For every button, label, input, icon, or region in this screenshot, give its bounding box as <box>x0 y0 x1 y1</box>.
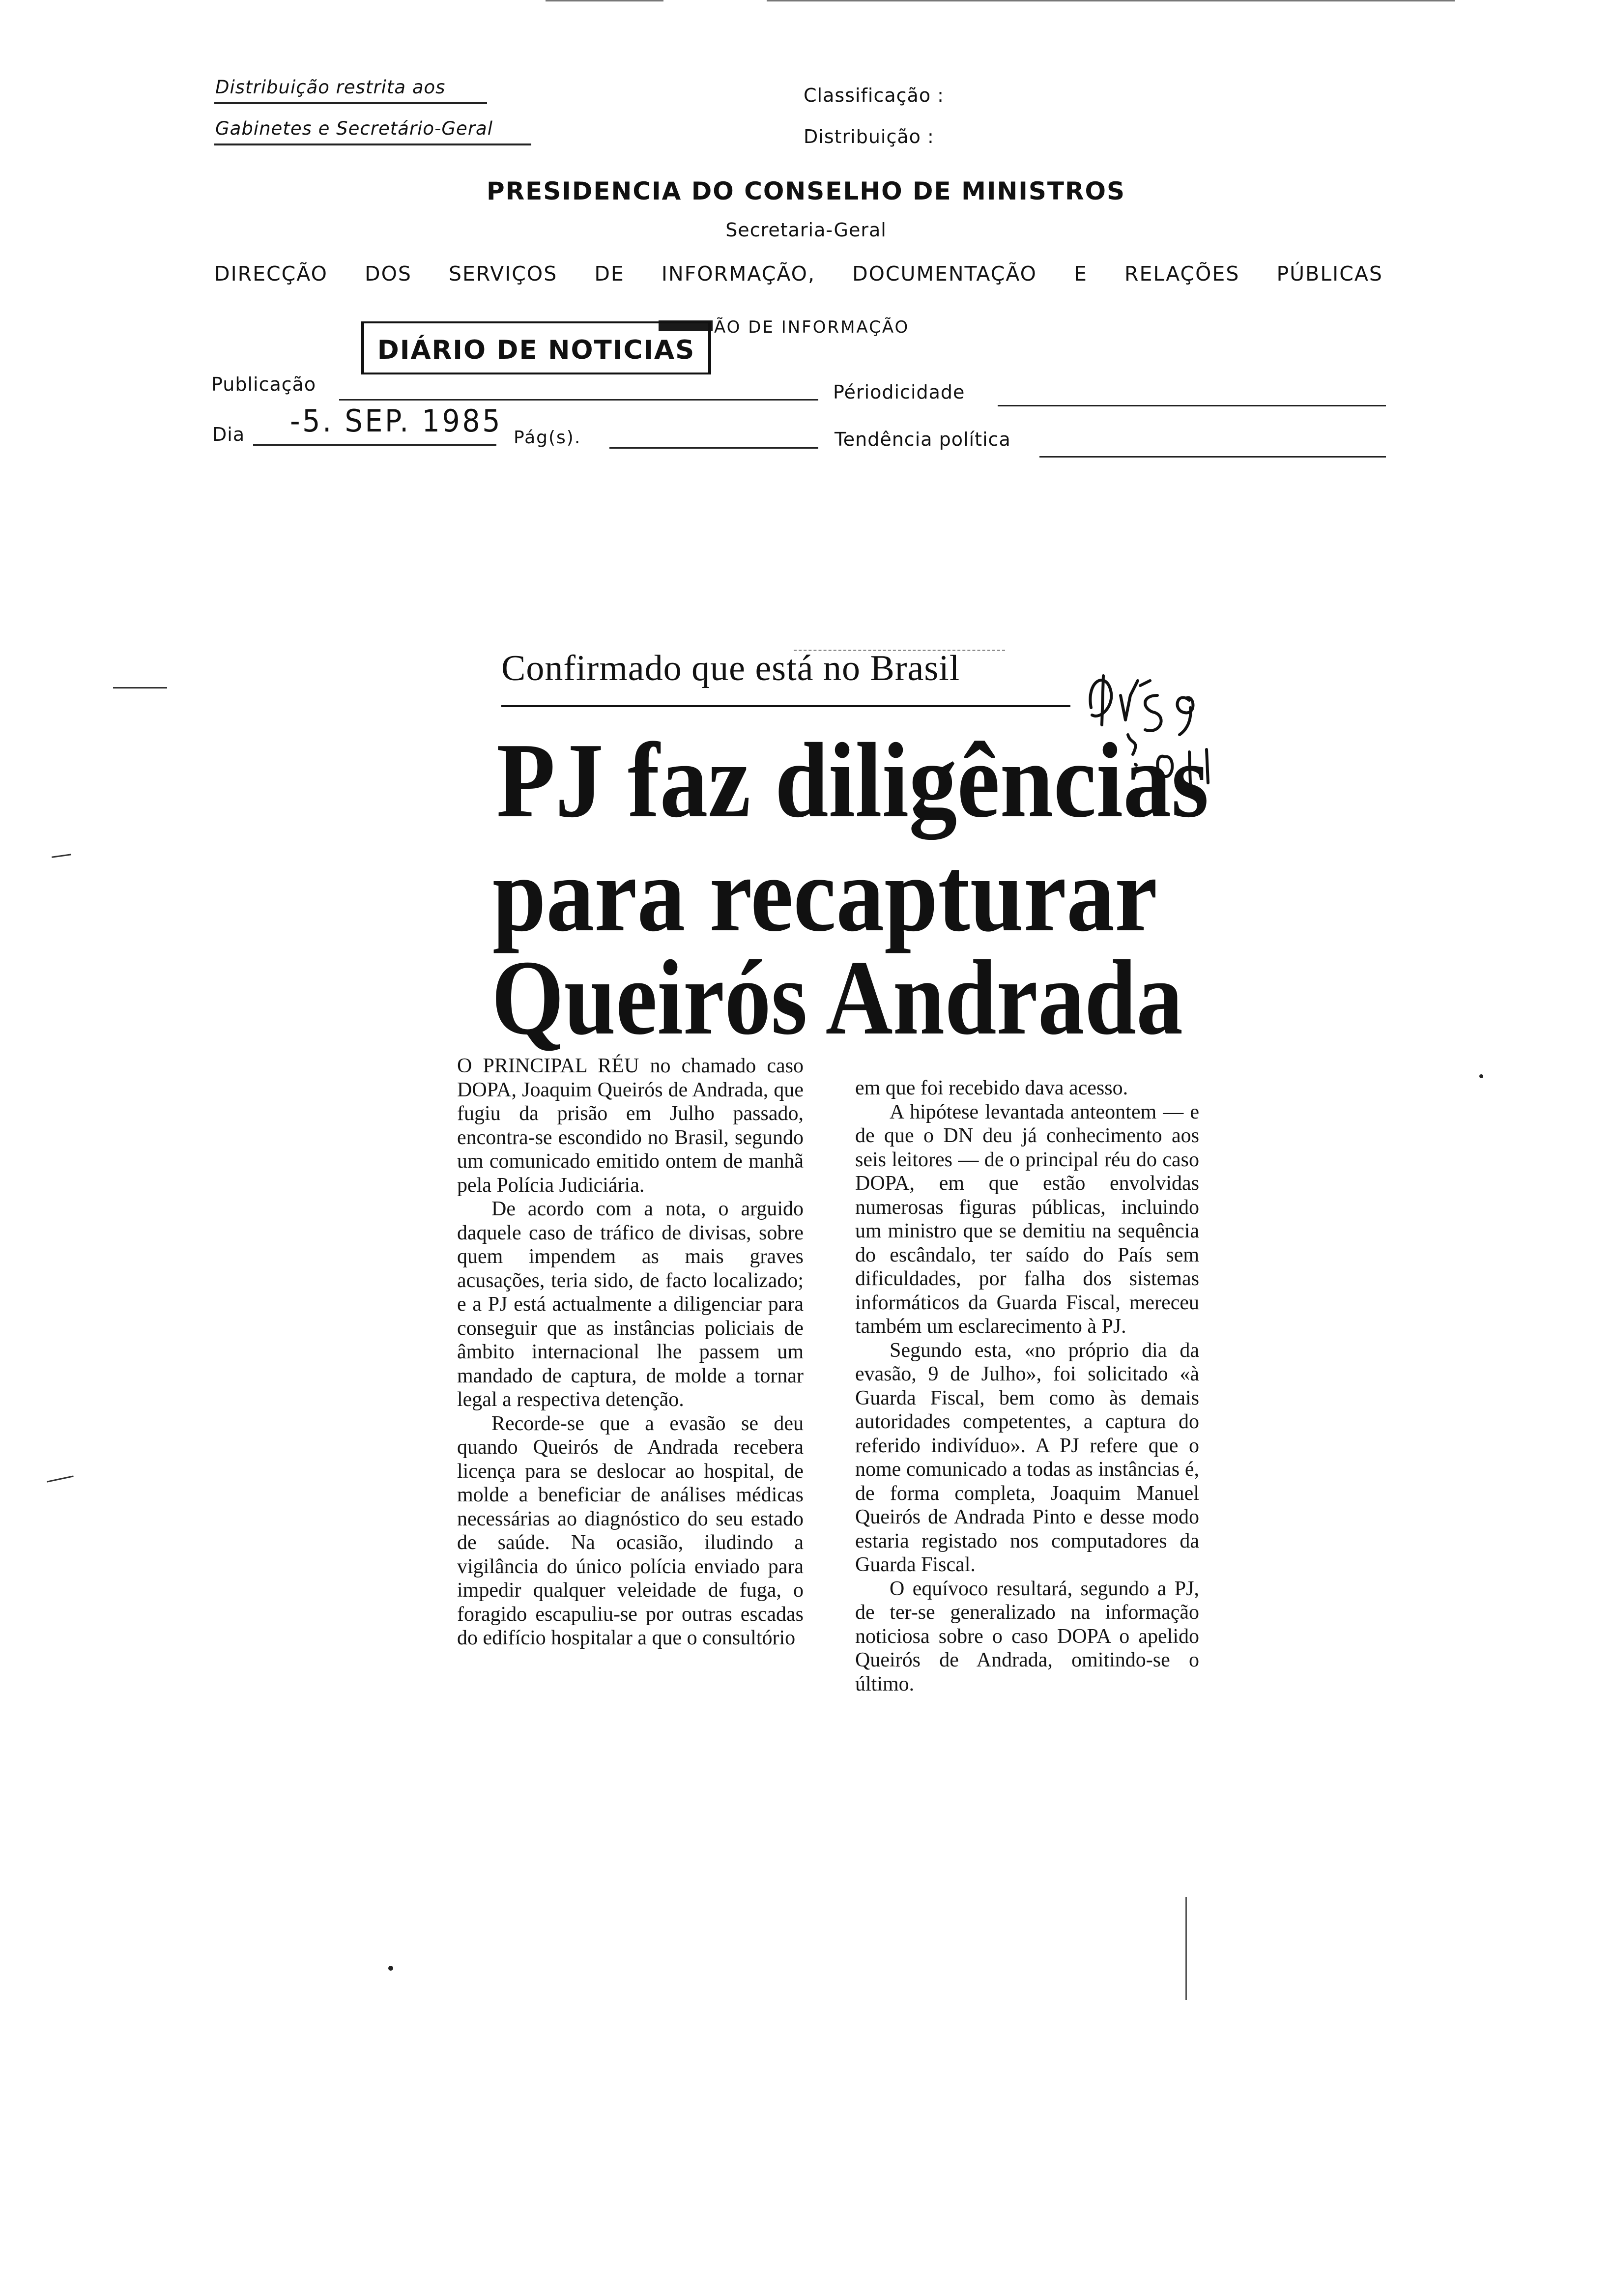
scan-edge-line <box>767 0 1455 1</box>
directorate-word: PÚBLICAS <box>1276 262 1383 286</box>
directorate-word: DIRECÇÃO <box>214 262 328 286</box>
day-field <box>253 444 496 446</box>
scan-edge-line <box>546 0 663 1</box>
paragraph: Segundo esta, «no próprio dia da evasão, 9 de Julho», foi solicitado «à Guarda Fiscal, bem como às demais autoridades competentes, a captura do referido indivíduo». A PJ refere que o nome comunicado a todas as instâncias é, de forma completa, Joaquim Manuel Queirós de Andrada Pinto e desse modo estaria registado nos computadores da Guarda Fiscal. <box>855 1339 1199 1576</box>
paragraph: A hipótese levantada anteontem — e de que o DN deu já conhecimento aos seis leitores — de o principal réu do caso DOPA, em que estão envolvidas numerosas figuras públicas, incluindo um ministro que se demitiu na sequência do escândalo, ter saído do País sem dificuldades, por falha dos sistemas informáticos da Guarda Fiscal, mereceu também um esclarecimento à PJ. <box>855 1100 1199 1338</box>
division-title: ÃO DE INFORMAÇÃO <box>714 317 910 337</box>
publication-label: Publicação <box>211 373 317 395</box>
directorate-word: DOCUMENTAÇÃO <box>852 262 1037 286</box>
scan-speck <box>388 1966 393 1971</box>
distribution-underline <box>214 102 487 104</box>
ministry-title: PRESIDENCIA DO CONSELHO DE MINISTROS <box>486 177 1126 205</box>
directorate-word: E <box>1074 262 1088 286</box>
article-kicker: Confirmado que está no Brasil <box>501 648 960 689</box>
directorate-word: SERVIÇOS <box>448 262 558 286</box>
kicker-underline <box>501 705 1070 707</box>
classification-label: Classificação : <box>804 85 944 106</box>
newspaper-stamp <box>361 321 711 374</box>
directorate-title <box>214 262 1383 286</box>
paragraph: em que foi recebido dava acesso. <box>855 1077 1128 1099</box>
headline-line-1: PJ faz diligências <box>496 721 1209 840</box>
paragraph: O PRINCIPAL RÉU no chamado caso DOPA, Joaquim Queirós de Andrada, que fugiu da prisão em Julho passado, encontra-se escondido no Brasil, segundo um comunicado emitido ontem de manhã pela Polícia Judiciária. <box>457 1055 804 1197</box>
pages-label: Pág(s). <box>514 428 581 448</box>
distribution-line-2: Gabinetes e Secretário-Geral <box>215 118 493 139</box>
paragraph: Recorde-se que a evasão se deu quando Queirós de Andrada recebera licença para se deslocar ao hospital, de molde a beneficiar de análises médicas necessárias ao diagnóstico do seu estado de saúde. Na ocasião, iludindo a vigilância do único polícia enviado para impedir qualquer veleidade de fuga, o foragido escapuliu-se por outras escadas do edifício hospitalar a que o consultório <box>457 1412 804 1649</box>
paragraph: De acordo com a nota, o arguido daquele caso de tráfico de divisas, sobre quem impendem as mais graves acusações, teria sido, de facto localizado; e a PJ está actualmente a diligenciar para conseguir que as instâncias policiais de âmbito internacional lhe passem um mandado de captura, de molde a tornar legal a respectiva detenção. <box>457 1198 804 1411</box>
periodicity-label: Périodicidade <box>833 381 965 403</box>
margin-mark <box>52 854 71 858</box>
headline-line-2: para recapturar <box>492 835 1158 954</box>
directorate-word: DE <box>594 262 625 286</box>
paragraph: O equívoco resultará, segundo a PJ, de ter-se generalizado na informação noticiosa sobre o caso DOPA o apelido Queirós de Andrada, omitindo-se o último. <box>855 1577 1199 1695</box>
scan-speck <box>1479 1074 1483 1078</box>
distribution-underline <box>214 144 531 145</box>
tendency-field <box>1039 456 1386 458</box>
distribution-label: Distribuição : <box>804 126 934 147</box>
article-column-1 <box>457 1054 804 1650</box>
headline-line-3: Queirós Andrada <box>491 939 1183 1057</box>
tendency-label: Tendência política <box>835 429 1011 450</box>
margin-mark <box>47 1475 73 1482</box>
distribution-line-1: Distribuição restrita aos <box>215 77 446 98</box>
publication-field <box>339 399 818 401</box>
article-column-2 <box>855 1076 1199 1696</box>
clipping-edge <box>1185 1897 1187 2000</box>
periodicity-field <box>998 405 1386 406</box>
date-stamp: -5. SEP. 1985 <box>290 403 503 439</box>
pages-field <box>609 447 818 449</box>
directorate-word: RELAÇÕES <box>1124 262 1240 286</box>
day-label: Dia <box>212 424 245 445</box>
newspaper-stamp-text: DIÁRIO DE NOTICIAS <box>377 335 695 365</box>
directorate-word: INFORMAÇÃO, <box>661 262 815 286</box>
handwritten-annotation <box>1076 661 1234 804</box>
margin-mark <box>113 687 167 689</box>
secretariat-title: Secretaria-Geral <box>725 219 887 241</box>
directorate-word: DOS <box>365 262 412 286</box>
